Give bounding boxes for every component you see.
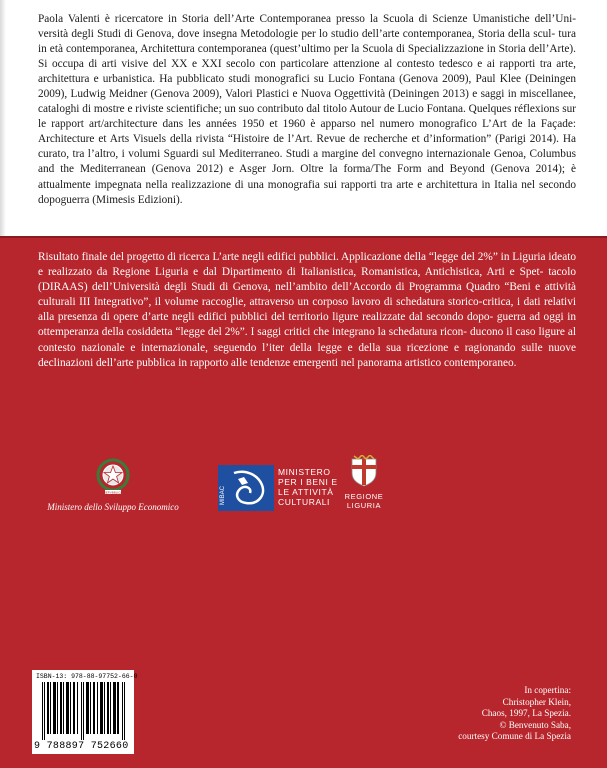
project-line: contemporaneo. xyxy=(444,356,517,369)
project-line: tacolo (DIRAAS) dell’Università degli Studi di Genova, nell’ambito dell’Accordo di Programma Quadro “Beni xyxy=(38,266,576,294)
bio-line: tra arte, architettura e urbanistica. Ha pubblicato studi monografici su Lucio Fontana (Genova 2009), Paul Klee xyxy=(38,58,576,86)
bio-line: Genoa, Columbus and the Mediterranean (Genova 2012) e Asger Jorn. Oltre la forma/The Form and Beyond (Genova xyxy=(38,148,576,176)
liguria-line: REGIONE xyxy=(344,492,384,501)
mef-caption: Ministero dello Sviluppo Economico xyxy=(47,502,179,512)
bio-line: 2014); è attualmente impegnata nella realizzazione di una monografia sui rapporti tra arte e architettura in Italia xyxy=(38,163,576,191)
mibac-line: CULTURALI xyxy=(278,497,331,507)
project-description xyxy=(38,250,576,371)
mibac-vertical-text: MIBAC xyxy=(220,485,226,505)
barcode-block xyxy=(32,670,138,754)
credit-line: In copertina: xyxy=(524,685,571,695)
liguria-logo xyxy=(340,455,388,510)
project-paragraph xyxy=(38,250,576,371)
bio-paragraph xyxy=(38,12,576,208)
bio-line: (Deiningen 2009), Ludwig Meidner (Genova 2009), Valori Plastici e Nuova Oggettività (Deiningen 2013) e xyxy=(38,73,577,101)
svg-text:REPVBBLICA: REPVBBLICA xyxy=(103,490,123,495)
project-line: i dati relativi alla presenza di opere d’arte negli edifici pubblici del territorio ligure realizzate dal secondo dopo- xyxy=(38,296,576,324)
bio-line: versità degli Studi di Genova, dove insegna Metodologie per lo studio dell’arte contemporanea, Storia della scul- xyxy=(38,28,556,41)
credit-line: Chaos, 1997, La Spezia. xyxy=(481,708,571,719)
republic-emblem-icon xyxy=(94,455,132,497)
bio-line: saggi in miscellanee, cataloghi di mostre e riviste scientifiche; un suo contributo dal titolo Autour de Lucio Fontana. xyxy=(38,88,576,116)
liguria-shield-icon xyxy=(350,455,378,487)
cover-credit xyxy=(431,685,571,743)
liguria-caption xyxy=(340,492,388,510)
author-bio xyxy=(38,12,576,230)
project-line: ducono il caso ligure al contesto nazionale e internazionale, seguendo l’iter della legge e della sua ricezione e xyxy=(38,326,576,354)
bio-line: tura in età contemporanea, Architettura contemporanea (quest’ultimo per la Scuola di Specializzazione in Storia xyxy=(38,28,576,56)
mibac-line: MINISTERO xyxy=(278,467,331,477)
mibac-line: PER I BENI E xyxy=(278,477,338,487)
mibac-logo xyxy=(218,465,338,511)
credit-line: © Benvenuto Saba, xyxy=(499,719,571,730)
bio-line: nel secondo dopoguerra (Mimesis Edizioni). xyxy=(38,178,576,206)
project-line: Risultato finale del progetto di ricerca L’arte negli edifici pubblici. Applicazione della “legge del 2%” in Liguria xyxy=(38,251,546,263)
barcode-icon xyxy=(38,682,132,740)
liguria-line: LIGURIA xyxy=(346,501,382,510)
project-line: ragionando sulle nuove declinazioni dell’arte pubblica in rapporto alle tendenze emergenti nel panorama artistico xyxy=(38,341,576,369)
bio-line: L’Art de la Façade: Architecture et Arts Visuels della rivista “Histoire de l’Art. Revue de recherche et d’information” xyxy=(38,118,577,146)
bio-line: dell’Arte). Si occupa di arti visive del XX e XXI secolo con particolare attenzione al contesto tedesco e ai rapporti xyxy=(38,43,576,71)
project-line: guerra ad oggi in ottemperanza della cosiddetta “legge del 2%”. I saggi critici che integrano la schedatura ricon- xyxy=(38,311,577,339)
credit-line: Christopher Klein, xyxy=(502,696,571,707)
bio-line: Paola Valenti è ricercatore in Storia dell’Arte Contemporanea presso la Scuola di Scienze Umanistiche dell’Uni- xyxy=(38,13,576,25)
project-line: e attività culturali III Integrativo”, il volume raccoglie, attraverso un corposo lavoro di schedatura storico-critica, xyxy=(38,281,576,309)
mef-logo xyxy=(38,455,188,512)
bio-line: Quelques réflexions sur le rapport art/architecture dans les années 1950 et 1960 è apparso nel numero monografico xyxy=(38,103,576,131)
ean-digits: 9 788897 752660 xyxy=(34,741,129,752)
mibac-logo-icon xyxy=(218,465,274,511)
project-line: ideato e realizzato da Regione Liguria e dal Dipartimento di Italianistica, Romanistica, Antichistica, Arti e Spet- xyxy=(38,251,576,279)
isbn-label: ISBN-13: 978-88-97752-66-0 xyxy=(36,673,138,680)
mibac-line: LE ATTIVITÀ xyxy=(278,487,334,497)
credit-line: courtesy Comune di La Spezia xyxy=(458,731,571,742)
mibac-caption xyxy=(278,467,338,507)
bio-line: (Parigi 2014). Ha curato, tra l’altro, i volumi Sguardi sul Mediterraneo. Studi a margine del convegno internazionale xyxy=(38,133,577,161)
